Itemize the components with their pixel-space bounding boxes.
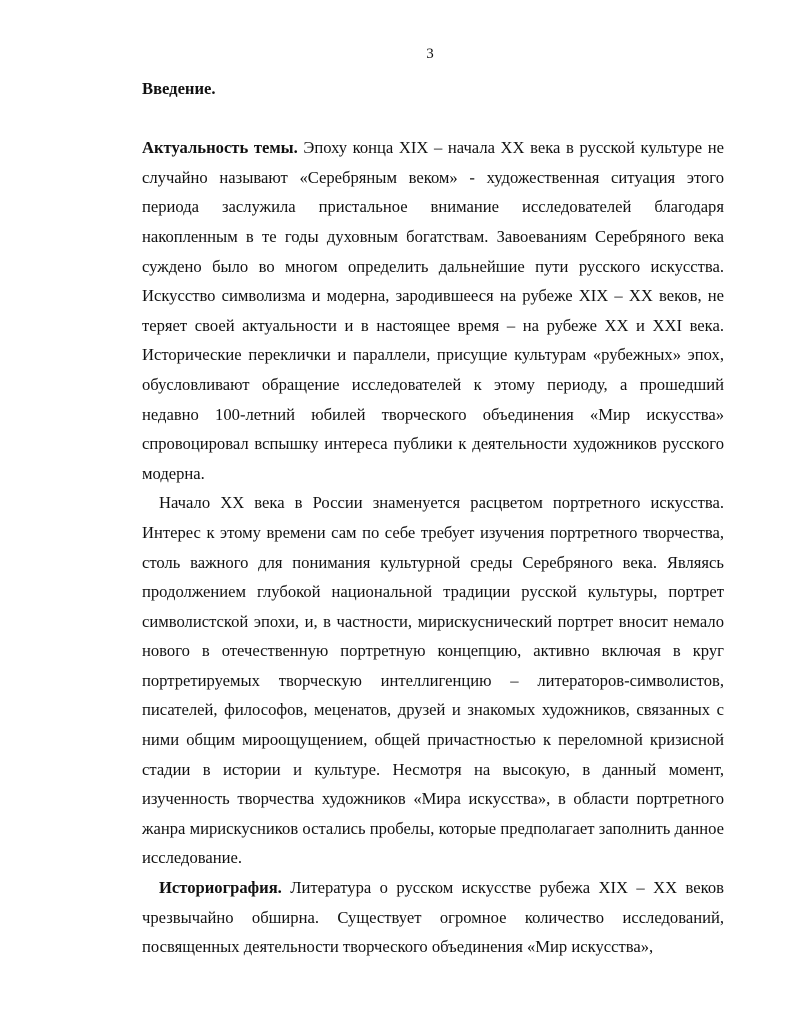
paragraph-text: Литература о русском искусстве рубежа XIX – XX веков чрезвычайно обширна. Существует огромное количество исследований, посвященных деятельности творческого объединения «Мир искусства»,	[142, 878, 724, 957]
body-text	[142, 74, 724, 962]
page-number: 3	[426, 46, 434, 62]
paragraph-relevance	[142, 133, 724, 488]
paragraph-text: Начало XX века в России знаменуется расцветом портретного искусства. Интерес к этому времени сам по себе требует изучения портретного творчества, столь важного для понимания культурной среды Серебряного века. Являясь продолжением глубокой национальной традиции русской культуры, портрет символистской эпохи, и, в частности, мирискуснический портрет вносит немало нового в отечественную портретную концепцию, активно включая в круг портретируемых творческую интеллигенцию – литераторов-символистов, писателей, философов, меценатов, друзей и знакомых художников, связанных с ними общим мироощущением, общей причастностью к переломной кризисной стадии в истории и культуре. Несмотря на высокую, в данный момент, изученность творчества художников «Мира искусства», в области портретного жанра мирискусников остались пробелы, которые предполагает заполнить данное исследование.	[142, 493, 724, 868]
paragraph-lead: Историография.	[159, 878, 282, 898]
paragraph-portrait	[142, 488, 724, 873]
paragraph-text: Эпоху конца XIX – начала XX века в русской культуре не случайно называют «Серебряным веком» - художественная ситуация этого периода заслужила пристальное внимание исследователей благодаря накопленным в те годы духовным богатствам. Завоеваниям Серебряного века суждено было во многом определить дальнейшие пути русского искусства. Искусство символизма и модерна, зародившееся на рубеже XIX – XX веков, не теряет своей актуальности и в настоящее время – на рубеже XX и XXI века. Исторические переклички и параллели, присущие культурам «рубежных» эпох, обусловливают обращение исследователей к этому периоду, а прошедший недавно 100-летний юбилей творческого объединения «Мир искусства» спровоцировал вспышку интереса публики к деятельности художников русского модерна.	[142, 138, 724, 483]
section-heading: Введение.	[142, 79, 216, 98]
paragraph-lead: Актуальность темы.	[142, 138, 298, 158]
paragraph-historiography	[142, 873, 724, 962]
